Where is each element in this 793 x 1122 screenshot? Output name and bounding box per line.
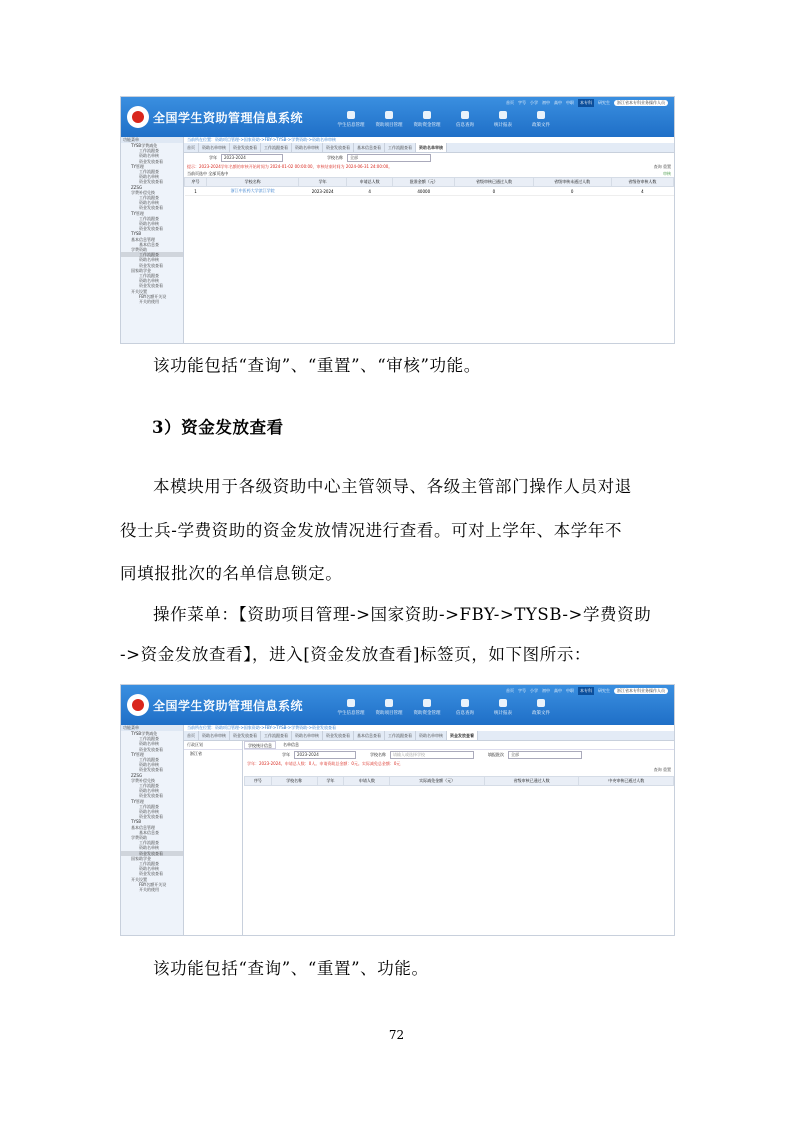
menu-item[interactable]: ZZSG: [131, 184, 143, 190]
top-links: [506, 687, 668, 695]
column-header: 省级审核已通过人数: [484, 777, 579, 786]
column-header: 批准金额（元）: [393, 178, 455, 187]
tab-item[interactable]: 资助名单审核: [416, 731, 447, 740]
reset-button[interactable]: 重置: [663, 767, 671, 772]
tab-item[interactable]: 资助名单审核: [199, 143, 230, 152]
document-icon: [537, 111, 545, 119]
menu-item[interactable]: 学费补偿兑换: [131, 777, 155, 783]
top-link-vocational[interactable]: 中职: [566, 100, 574, 105]
tab-item[interactable]: 资金发放查看: [230, 143, 261, 152]
menu-tree: [121, 731, 183, 892]
column-header: 学校名称: [207, 178, 299, 187]
briefcase-icon: [385, 111, 393, 119]
module-report[interactable]: 统计报表: [488, 111, 518, 128]
tab-item[interactable]: 工作流跟查看: [261, 143, 292, 152]
table-cell: 1: [185, 187, 207, 196]
tab-strip: [184, 143, 674, 153]
tab-item[interactable]: 资助名单审核: [292, 143, 323, 152]
fund-table: [244, 776, 674, 786]
system-title: 全国学生资助管理信息系统: [153, 111, 304, 125]
top-link-junior[interactable]: 初中: [542, 688, 550, 693]
tab-item[interactable]: 资助名单审核: [416, 143, 447, 152]
column-header: 学校名称: [271, 777, 317, 786]
fund-icon: [423, 111, 431, 119]
screenshot-2: [120, 684, 675, 936]
tab-item[interactable]: 工作流跟查看: [385, 731, 416, 740]
column-header: 申请总人数: [347, 178, 393, 187]
menu-item[interactable]: TYSB学费减免: [131, 143, 158, 148]
content-area: [184, 725, 674, 935]
check-all[interactable]: 全部页选中: [208, 171, 229, 176]
menu-item[interactable]: 资金发放查看: [139, 283, 163, 289]
document-icon: [537, 699, 545, 707]
menu-item[interactable]: ZZSG: [131, 772, 143, 778]
body-line-3: 同填报批次的名单信息锁定。: [120, 564, 343, 583]
menu-item[interactable]: 学费资助: [131, 835, 147, 841]
menu-item[interactable]: 工作流跟查: [139, 840, 159, 846]
column-header: 学年: [317, 777, 344, 786]
top-link-home[interactable]: 首页: [506, 100, 514, 105]
tab-item[interactable]: 首页: [184, 731, 199, 740]
menu-item[interactable]: 资助名单核: [139, 200, 159, 206]
student-icon: [347, 699, 355, 707]
function-menu: [121, 725, 184, 935]
search-doc-icon: [461, 111, 469, 119]
table-cell: 4: [347, 187, 393, 196]
reset-button[interactable]: 重置: [663, 164, 671, 169]
student-icon: [347, 111, 355, 119]
fund-icon: [423, 699, 431, 707]
top-link-undergrad[interactable]: 本专科: [580, 688, 592, 693]
menu-item[interactable]: 基本信息查: [139, 829, 159, 835]
column-header: 序号: [185, 178, 207, 187]
table-cell: 0: [455, 187, 533, 196]
briefcase-icon: [385, 699, 393, 707]
school-select[interactable]: 全部: [347, 154, 431, 162]
menu-item[interactable]: 工作流跟查: [139, 215, 159, 221]
menu-item[interactable]: 工作流跟查: [139, 195, 159, 201]
role-select[interactable]: 浙江省本专科业务操作人员: [614, 688, 668, 694]
batch-select[interactable]: 全部: [508, 751, 582, 759]
menu-item[interactable]: 学费补偿兑换: [131, 189, 155, 195]
menu-item[interactable]: 工作流跟查: [139, 783, 159, 789]
table-cell: 40000: [393, 187, 455, 196]
region-panel: [184, 741, 243, 935]
menu-item[interactable]: 资助名单核: [139, 278, 159, 284]
menu-item[interactable]: TYSB学费减免: [131, 731, 158, 736]
top-link-graduate[interactable]: 研究生: [598, 688, 610, 693]
tab-item[interactable]: 资助名单审核: [292, 731, 323, 740]
menu-item[interactable]: 基本信息查: [139, 241, 159, 247]
table-cell: 2023-2024: [299, 187, 347, 196]
menu-item[interactable]: TY管理: [131, 751, 144, 757]
menu-item[interactable]: 基本信息管理: [131, 236, 155, 242]
menu-item[interactable]: 开关的使用: [139, 887, 159, 893]
fund-view: [244, 741, 674, 935]
school-label: 学校名称: [327, 155, 343, 160]
module-aid-fund[interactable]: 资助资金管理: [412, 111, 442, 128]
audit-table: [184, 177, 674, 196]
filter-row: [244, 750, 674, 760]
body-line-2: 役士兵-学费资助的资金发放情况进行查看。可对上学年、本学年不: [120, 521, 623, 540]
menu-item[interactable]: 资助名单核: [139, 788, 159, 794]
system-logo-icon: [127, 106, 149, 128]
menu-item[interactable]: 工作流跟查: [139, 757, 159, 763]
audit-button[interactable]: 审核: [663, 171, 671, 176]
body-line-1: 本模块用于各级资助中心主管领导、各级主管部门操作人员对退: [153, 477, 632, 496]
menu-item[interactable]: TYSB: [131, 231, 142, 237]
section-heading: 3）资金发放查看: [152, 418, 284, 437]
menu-item[interactable]: 工作流跟查: [139, 273, 159, 279]
tab-strip: [184, 731, 674, 741]
module-policy[interactable]: 政策文件: [526, 699, 556, 716]
query-button[interactable]: 查询: [653, 164, 662, 169]
tab-item[interactable]: 首页: [184, 143, 199, 152]
paragraph-1: 该功能包括“查询”、“重置”、“审核”功能。: [153, 356, 481, 375]
role-select[interactable]: 浙江省本专科业务操作人员: [614, 100, 668, 106]
menu-item[interactable]: 工作流跟查: [139, 736, 159, 742]
menu-item[interactable]: 资金发放查看: [139, 793, 163, 799]
check-page[interactable]: 当前页选中: [187, 171, 207, 176]
top-link-undergrad[interactable]: 本专科: [580, 100, 592, 105]
menu-item[interactable]: 资金发放查看: [139, 179, 163, 185]
system-logo-icon: [127, 694, 149, 716]
menu-item[interactable]: FBY名额开关设: [139, 881, 167, 887]
module-aid-fund[interactable]: 资助资金管理: [412, 699, 442, 716]
menu-item[interactable]: TYSB: [131, 819, 142, 825]
batch-label: 填报批次: [488, 752, 504, 757]
top-link-vocational[interactable]: 中职: [566, 688, 574, 693]
tool-row: [244, 767, 674, 776]
year-select[interactable]: 2023-2024: [221, 154, 283, 162]
menu-item[interactable]: 资金发放查看: [139, 746, 163, 752]
summary-text: 学年：2023-2024。申请总人数：0人。申请资助总金额：0元。实际减免总金额：0元: [247, 761, 401, 766]
module-bar: [336, 111, 556, 128]
tab-item[interactable]: 基本信息查看: [354, 143, 385, 152]
body-line-4: 操作菜单：【资助项目管理->国家资助->FBY->TYSB->学费资助: [153, 605, 652, 624]
content-area: [184, 137, 674, 343]
module-report[interactable]: 统计报表: [488, 699, 518, 716]
tab-item[interactable]: 资金发放查看: [323, 143, 354, 152]
top-links: [506, 99, 668, 107]
page-number: 72: [388, 1028, 405, 1042]
menu-item[interactable]: 开关的使用: [139, 299, 159, 305]
pie-chart-icon: [499, 111, 507, 119]
year-label: 学年: [209, 155, 217, 160]
top-link-font[interactable]: 字号: [518, 100, 526, 105]
filter-row: [184, 153, 674, 163]
menu-item[interactable]: 开关设置: [131, 288, 147, 294]
year-label: 学年: [282, 752, 290, 757]
subtab-name-list[interactable]: 名单信息: [283, 742, 299, 747]
table-cell: 4: [611, 187, 673, 196]
top-link-junior[interactable]: 初中: [542, 100, 550, 105]
menu-item[interactable]: 资助名单核: [139, 809, 159, 815]
module-bar: [336, 699, 556, 716]
menu-item[interactable]: 资金发放查看: [139, 871, 163, 877]
menu-header: 功能菜单: [121, 725, 183, 731]
school-label: 学校名称: [370, 752, 386, 757]
menu-item[interactable]: 国家助学金: [131, 855, 151, 861]
subtab-school-stats[interactable]: 学校统计信息: [244, 741, 276, 749]
top-link-graduate[interactable]: 研究生: [598, 100, 610, 105]
menu-item[interactable]: 资助名单核: [139, 866, 159, 872]
menu-item[interactable]: TY管理: [131, 210, 144, 216]
menu-item[interactable]: 资助名单核: [139, 257, 159, 263]
module-info-query[interactable]: 信息查询: [450, 111, 480, 128]
menu-item[interactable]: 资金发放查看: [139, 226, 163, 232]
module-student-info[interactable]: 学生信息管理: [336, 699, 366, 716]
screenshot-1: [120, 96, 675, 344]
selection-row: [184, 170, 674, 177]
menu-item[interactable]: 资助名单核: [139, 741, 159, 747]
menu-item[interactable]: 资金发放查看: [139, 205, 163, 211]
function-menu: [121, 137, 184, 343]
tab-item[interactable]: 基本信息查看: [354, 731, 385, 740]
top-link-home[interactable]: 首页: [506, 688, 514, 693]
menu-item[interactable]: 学费资助: [131, 247, 147, 253]
module-aid-project[interactable]: 资助项目管理: [374, 699, 404, 716]
menu-item[interactable]: 资助名单核: [139, 153, 159, 159]
menu-item[interactable]: 资金发放查看: [139, 158, 163, 164]
column-header: 学年: [299, 178, 347, 187]
menu-item[interactable]: 资金发放查看: [139, 814, 163, 820]
query-button[interactable]: 查询: [653, 767, 662, 772]
menu-header: 功能菜单: [121, 137, 183, 143]
pie-chart-icon: [499, 699, 507, 707]
notice-text: 提示：2023-2024学年名额的审核开始时间为 2024-01-02 00:00:00，审核结束时间为 2024-06-31 24:00:00。 查询 重置: [187, 164, 671, 169]
column-header: 申请人数: [344, 777, 390, 786]
column-header: 序号: [245, 777, 272, 786]
menu-item[interactable]: 资助名单核: [139, 762, 159, 768]
table-cell: 0: [533, 187, 611, 196]
tab-item[interactable]: 资金发放查看: [230, 731, 261, 740]
menu-item[interactable]: 资助名单核: [139, 845, 159, 851]
region-header: 行政区划: [184, 741, 242, 750]
breadcrumb: 当前所在位置：资助项目管理->国家资助->FBY->TYSB->学费资助->资金发放查看: [187, 725, 336, 730]
school-input[interactable]: 请输入或选择学校: [390, 751, 474, 759]
table-row[interactable]: [185, 187, 674, 196]
menu-item[interactable]: 资金发放查看: [139, 767, 163, 773]
subtab-strip: [244, 741, 674, 750]
menu-item[interactable]: 资助名单核: [139, 174, 159, 180]
top-link-primary[interactable]: 小学: [530, 100, 538, 105]
menu-item[interactable]: 资助名单核: [139, 221, 159, 227]
menu-item[interactable]: TY管理: [131, 798, 144, 804]
region-item-zhejiang[interactable]: 浙江省: [190, 751, 202, 756]
top-link-primary[interactable]: 小学: [530, 688, 538, 693]
column-header: 中央审核已通过人数: [579, 777, 674, 786]
tab-item[interactable]: 工作流跟查看: [261, 731, 292, 740]
menu-item[interactable]: FBY名额开关设: [139, 293, 167, 299]
top-link-senior[interactable]: 高中: [554, 100, 562, 105]
year-select[interactable]: 2023-2024: [294, 751, 356, 759]
tab-item[interactable]: 资金发放查看: [447, 731, 478, 740]
menu-item[interactable]: 工作流跟查: [139, 803, 159, 809]
top-bar: [121, 97, 674, 137]
menu-item[interactable]: 工作流跟查: [139, 861, 159, 867]
tab-item[interactable]: 资金发放查看: [323, 731, 354, 740]
top-bar: [121, 685, 674, 725]
search-doc-icon: [461, 699, 469, 707]
module-aid-project[interactable]: 资助项目管理: [374, 111, 404, 128]
column-header: 省级审核已通过人数: [455, 178, 533, 187]
top-link-senior[interactable]: 高中: [554, 688, 562, 693]
module-policy[interactable]: 政策文件: [526, 111, 556, 128]
table-cell[interactable]: 浙江中医药大学滨江学院: [207, 187, 299, 196]
menu-item[interactable]: 工作流跟查: [139, 169, 159, 175]
menu-item[interactable]: 工作流跟查: [121, 252, 183, 257]
module-info-query[interactable]: 信息查询: [450, 699, 480, 716]
body-line-5: ->资金发放查看】，进入[资金发放查看]标签页，如下图所示：: [120, 645, 592, 664]
menu-tree: [121, 143, 183, 304]
tab-item[interactable]: 资助名单审核: [199, 731, 230, 740]
menu-item[interactable]: 资金发放查看: [121, 851, 183, 856]
top-link-font[interactable]: 字号: [518, 688, 526, 693]
module-student-info[interactable]: 学生信息管理: [336, 111, 366, 128]
menu-item[interactable]: 基本信息管理: [131, 824, 155, 830]
tab-item[interactable]: 工作流跟查看: [385, 143, 416, 152]
paragraph-2: 该功能包括“查询”、“重置”、功能。: [153, 959, 429, 978]
breadcrumb: 当前所在位置：资助项目管理->国家资助->FBY->TYSB->学费资助->资助名单审核: [187, 137, 336, 142]
menu-item[interactable]: 资金发放查看: [139, 262, 163, 268]
column-header: 省级待审核人数: [611, 178, 673, 187]
menu-item[interactable]: TY管理: [131, 163, 144, 169]
system-title: 全国学生资助管理信息系统: [153, 699, 304, 713]
menu-item[interactable]: 开关设置: [131, 876, 147, 882]
menu-item[interactable]: 国家助学金: [131, 267, 151, 273]
column-header: 实际减免金额（元）: [390, 777, 485, 786]
column-header: 省级审核未通过人数: [533, 178, 611, 187]
menu-item[interactable]: 工作流跟查: [139, 148, 159, 154]
